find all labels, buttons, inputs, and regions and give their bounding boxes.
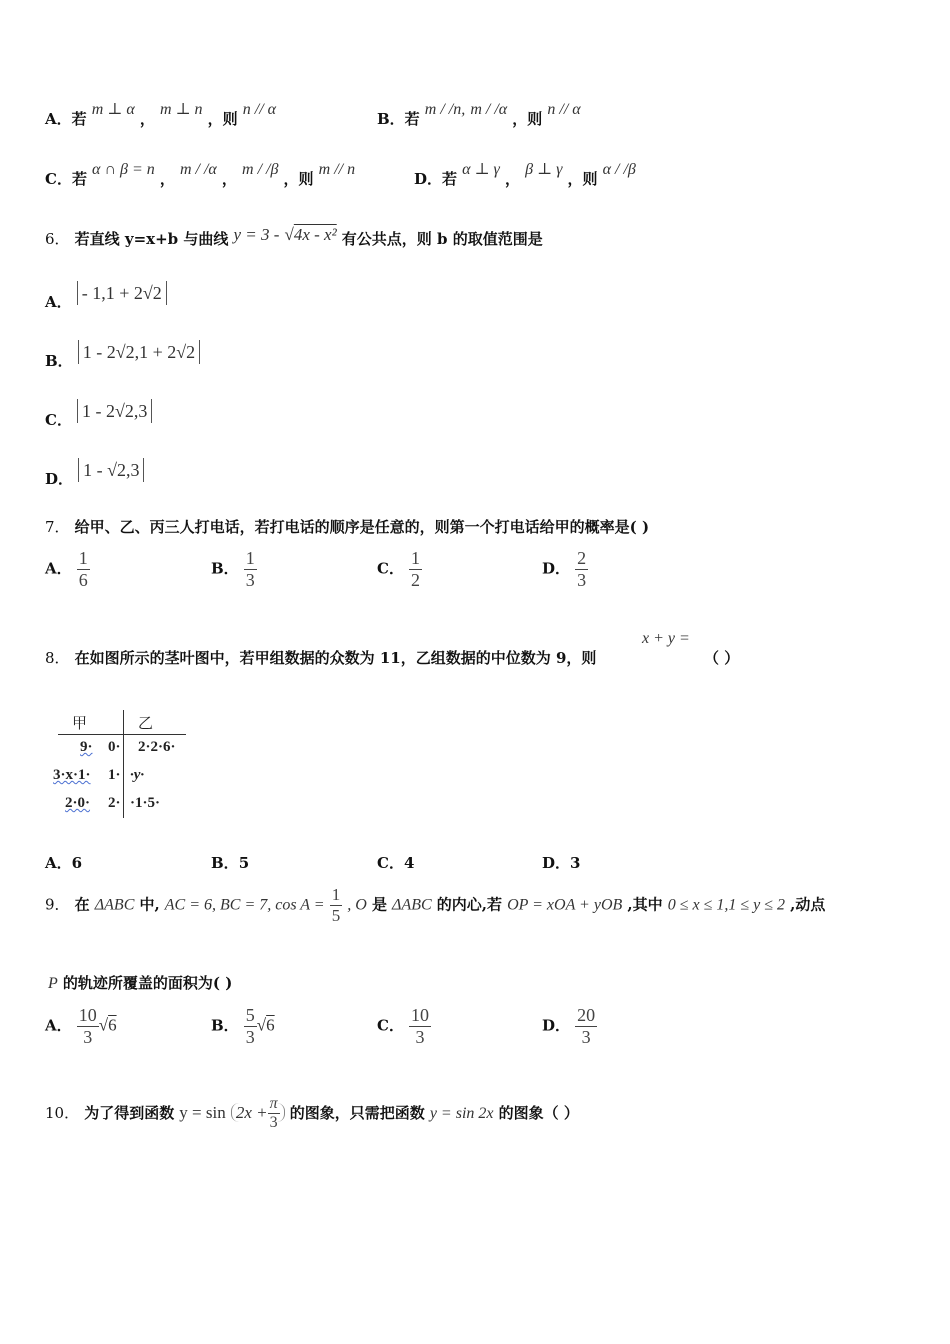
q5-a-conclusion: n // α bbox=[242, 101, 277, 118]
q6-c-interval: 1 - 2√2,3 bbox=[77, 399, 152, 423]
stem-leaf-row3-right: ·1·5· bbox=[130, 795, 161, 811]
q9-b-fraction bbox=[244, 1005, 257, 1047]
q6-d-interval: 1 - √2,3 bbox=[78, 458, 144, 482]
q5-a-expr1: m ⊥ α bbox=[91, 101, 135, 118]
q9-b-radical: √6 bbox=[256, 1015, 275, 1035]
q5-c-label: C．若 bbox=[45, 170, 87, 188]
q7-option-c bbox=[377, 548, 422, 590]
q10-func-inner: 2x + bbox=[235, 1102, 268, 1122]
q7-d-label: D． bbox=[542, 559, 571, 578]
stem-leaf-row2-stem: 1· bbox=[108, 767, 121, 783]
q6-number: 6． bbox=[45, 230, 70, 248]
q10-stem-text1: 为了得到函数 bbox=[84, 1103, 175, 1122]
q5-c-expr2: m / /α bbox=[179, 161, 217, 178]
q5-option-a bbox=[45, 101, 277, 129]
q6-option-a bbox=[45, 283, 167, 311]
q8-option-c bbox=[377, 852, 414, 873]
q5-option-b bbox=[377, 101, 581, 129]
q8-a-label: A． bbox=[45, 854, 72, 872]
q8-stem bbox=[45, 647, 596, 668]
q8-option-d bbox=[542, 852, 580, 873]
q5-a-then: ，则 bbox=[207, 110, 238, 128]
q10-stem-text3: 的图象（ ） bbox=[498, 1103, 579, 1122]
q7-b-den: 3 bbox=[245, 569, 255, 590]
q7-c-label: C． bbox=[377, 559, 404, 578]
q5-a-label: A．若 bbox=[45, 110, 87, 128]
q9-given: AC = 6, BC = 7, cos A = bbox=[164, 896, 325, 914]
q7-option-d bbox=[542, 548, 588, 590]
q9-b-radicand: 6 bbox=[266, 1015, 275, 1035]
q9-b-num: 5 bbox=[245, 1005, 255, 1025]
q6-a-interval: - 1,1 + 2√2 bbox=[77, 281, 167, 305]
q10-number: 10． bbox=[45, 1103, 80, 1122]
stem-leaf-row3-stem: 2· bbox=[108, 795, 121, 811]
q7-stem bbox=[45, 516, 649, 537]
q9-c-fraction bbox=[409, 1005, 431, 1047]
q6-option-d bbox=[45, 460, 144, 488]
q8-d-label: D． bbox=[542, 854, 571, 872]
q7-a-label: A． bbox=[45, 559, 72, 578]
q9-stem-text4: 的内心,若 bbox=[436, 895, 502, 914]
q5-b-conclusion: n // α bbox=[547, 101, 581, 118]
q6-d-label: D． bbox=[45, 470, 74, 488]
q8-c-label: C． bbox=[377, 854, 404, 872]
stem-leaf-head-left: 甲 bbox=[72, 714, 88, 732]
q9-stem-text5: ,其中 bbox=[627, 895, 663, 914]
q10-func-lhs: y = sin bbox=[179, 1102, 226, 1122]
q9-range: 0 ≤ x ≤ 1,1 ≤ y ≤ 2 bbox=[667, 896, 786, 914]
q5-b-expr2: m / /α bbox=[470, 101, 508, 118]
q9-a-radicand: 6 bbox=[108, 1015, 117, 1035]
q6-b-interval: 1 - 2√2,1 + 2√2 bbox=[78, 340, 200, 364]
q9-a-num: 10 bbox=[78, 1005, 97, 1025]
stem-leaf-row2-left: 3·x·1· bbox=[53, 767, 91, 783]
q5-c-sep: ， bbox=[159, 170, 175, 188]
stem-leaf-row1-left: 9· bbox=[80, 739, 93, 755]
q7-a-num: 1 bbox=[78, 548, 88, 568]
q9-stem-line2 bbox=[48, 972, 232, 993]
q7-stem-text: 给甲、乙、丙三人打电话，若打电话的顺序是任意的，则第一个打电话给甲的概率是( ) bbox=[74, 518, 650, 536]
q7-c-fraction bbox=[409, 548, 422, 590]
q7-option-b bbox=[211, 548, 257, 590]
stem-leaf-head-right: 乙 bbox=[138, 714, 154, 732]
q10-func2: y = sin 2x bbox=[429, 1104, 494, 1122]
q5-c-sep2: ， bbox=[221, 170, 237, 188]
q10-stem bbox=[45, 1095, 579, 1133]
q9-d-label: D． bbox=[542, 1016, 571, 1035]
stem-leaf-row1-right: 2·2·6· bbox=[138, 739, 176, 755]
q8-expression: x + y = bbox=[642, 630, 690, 647]
q8-stem-text: 在如图所示的茎叶图中，若甲组数据的众数为 11，乙组数据的中位数为 9，则 bbox=[74, 649, 597, 667]
q7-b-fraction bbox=[244, 548, 257, 590]
q9-number: 9． bbox=[45, 895, 70, 914]
q9-b-label: B． bbox=[211, 1016, 239, 1035]
stem-leaf-row3-left: 2·0· bbox=[65, 795, 91, 811]
q9-option-b bbox=[211, 1005, 275, 1047]
q9-stem-text3: 是 bbox=[371, 895, 387, 914]
stem-leaf-header-rule bbox=[58, 734, 186, 735]
q9-a-radical: √6 bbox=[98, 1015, 117, 1035]
q9-stem-text6: ,动点 bbox=[790, 895, 826, 914]
q7-c-den: 2 bbox=[411, 569, 421, 590]
q7-option-a bbox=[45, 548, 90, 590]
stem-leaf-plot bbox=[50, 706, 195, 818]
q9-triangle2: ΔABC bbox=[392, 896, 432, 914]
stem-leaf-row1-stem: 0· bbox=[108, 739, 121, 755]
q8-c-value: 4 bbox=[403, 854, 415, 872]
q7-c-num: 1 bbox=[411, 548, 421, 568]
q6-curve-lhs: y = 3 - bbox=[233, 225, 280, 244]
q9-a-fraction bbox=[77, 1005, 99, 1047]
q8-b-value: 5 bbox=[238, 854, 250, 872]
q5-b-then: ，则 bbox=[512, 110, 543, 128]
q7-b-num: 1 bbox=[245, 548, 255, 568]
q8-number: 8． bbox=[45, 649, 70, 667]
q9-stem bbox=[45, 885, 825, 925]
q8-a-value: 6 bbox=[71, 854, 83, 872]
q9-cos-num: 1 bbox=[331, 885, 341, 904]
q5-d-sep: ， bbox=[504, 170, 520, 188]
q10-func-paren bbox=[231, 1095, 285, 1132]
q5-c-expr1: α ∩ β = n bbox=[92, 161, 155, 178]
q7-number: 7． bbox=[45, 518, 70, 536]
q6-stem-text1: 若直线 y=x+b 与曲线 bbox=[74, 230, 229, 248]
q10-stem-text2: 的图象，只需把函数 bbox=[289, 1103, 425, 1122]
q7-a-fraction bbox=[77, 548, 90, 590]
q9-point-o: , O bbox=[347, 896, 367, 914]
q9-point-p: P bbox=[48, 975, 58, 992]
q8-d-value: 3 bbox=[570, 854, 581, 872]
q9-stem-text1: 在 bbox=[74, 895, 90, 914]
q8-option-a bbox=[45, 852, 82, 873]
q5-b-label: B．若 bbox=[377, 110, 420, 128]
q5-a-sep: ， bbox=[139, 110, 155, 128]
q6-curve-radical: √4x - x² bbox=[284, 225, 337, 244]
q9-option-d bbox=[542, 1005, 597, 1047]
q9-triangle1: ΔABC bbox=[94, 896, 135, 914]
q9-stem-text7: 的轨迹所覆盖的面积为( ) bbox=[62, 974, 233, 992]
stem-leaf-divider bbox=[123, 710, 124, 818]
q9-d-den: 3 bbox=[581, 1026, 591, 1047]
q9-c-num: 10 bbox=[411, 1005, 430, 1025]
q6-stem-text2: 有公共点，则 b 的取值范围是 bbox=[341, 230, 543, 248]
q5-c-conclusion: m // n bbox=[318, 161, 356, 178]
stem-leaf-row2-right: ·y· bbox=[130, 767, 145, 783]
q5-c-then: ，则 bbox=[283, 170, 314, 188]
q9-cos-fraction bbox=[330, 885, 343, 925]
q7-d-fraction bbox=[575, 548, 588, 590]
q9-vector-eq: OP = xOA + yOB bbox=[507, 896, 623, 914]
q10-pi-den: 3 bbox=[269, 1114, 278, 1132]
q5-d-expr2: β ⊥ γ bbox=[525, 161, 563, 178]
q9-a-label: A． bbox=[45, 1016, 72, 1035]
q5-b-expr1: m / /n, bbox=[424, 101, 466, 118]
q9-stem-text2: 中, bbox=[139, 895, 160, 914]
q6-stem bbox=[45, 225, 543, 249]
q7-b-label: B． bbox=[211, 559, 239, 578]
q5-a-expr2: m ⊥ n bbox=[159, 101, 203, 118]
q9-d-num: 20 bbox=[577, 1005, 596, 1025]
q9-c-den: 3 bbox=[415, 1026, 425, 1047]
q6-c-label: C． bbox=[45, 411, 72, 429]
q6-a-label: A． bbox=[45, 293, 72, 311]
q9-a-den: 3 bbox=[83, 1026, 93, 1047]
q6-b-label: B． bbox=[45, 352, 73, 370]
q7-d-den: 3 bbox=[577, 569, 587, 590]
q5-option-d bbox=[414, 161, 636, 189]
q5-d-conclusion: α / /β bbox=[602, 161, 636, 178]
q9-cos-den: 5 bbox=[331, 905, 341, 925]
q7-a-den: 6 bbox=[78, 569, 88, 590]
q5-d-expr1: α ⊥ γ bbox=[462, 161, 500, 178]
q9-c-label: C． bbox=[377, 1016, 404, 1035]
q8-b-label: B． bbox=[211, 854, 239, 872]
q9-option-c bbox=[377, 1005, 431, 1047]
q5-option-c bbox=[45, 161, 356, 189]
q9-d-fraction bbox=[575, 1005, 597, 1047]
q6-curve-radicand: 4x - x² bbox=[293, 225, 337, 244]
q5-c-expr3: m / /β bbox=[242, 161, 279, 178]
q5-d-label: D．若 bbox=[414, 170, 458, 188]
q9-option-a bbox=[45, 1005, 117, 1047]
q7-d-num: 2 bbox=[577, 548, 587, 568]
q5-d-then: ，则 bbox=[567, 170, 598, 188]
q10-pi-fraction bbox=[268, 1095, 280, 1133]
q9-b-den: 3 bbox=[245, 1026, 255, 1047]
q6-option-b bbox=[45, 342, 200, 370]
q8-option-b bbox=[211, 852, 249, 873]
q8-blank: （ ） bbox=[704, 649, 740, 667]
q10-pi-num: π bbox=[268, 1095, 280, 1114]
q6-option-c bbox=[45, 401, 152, 429]
